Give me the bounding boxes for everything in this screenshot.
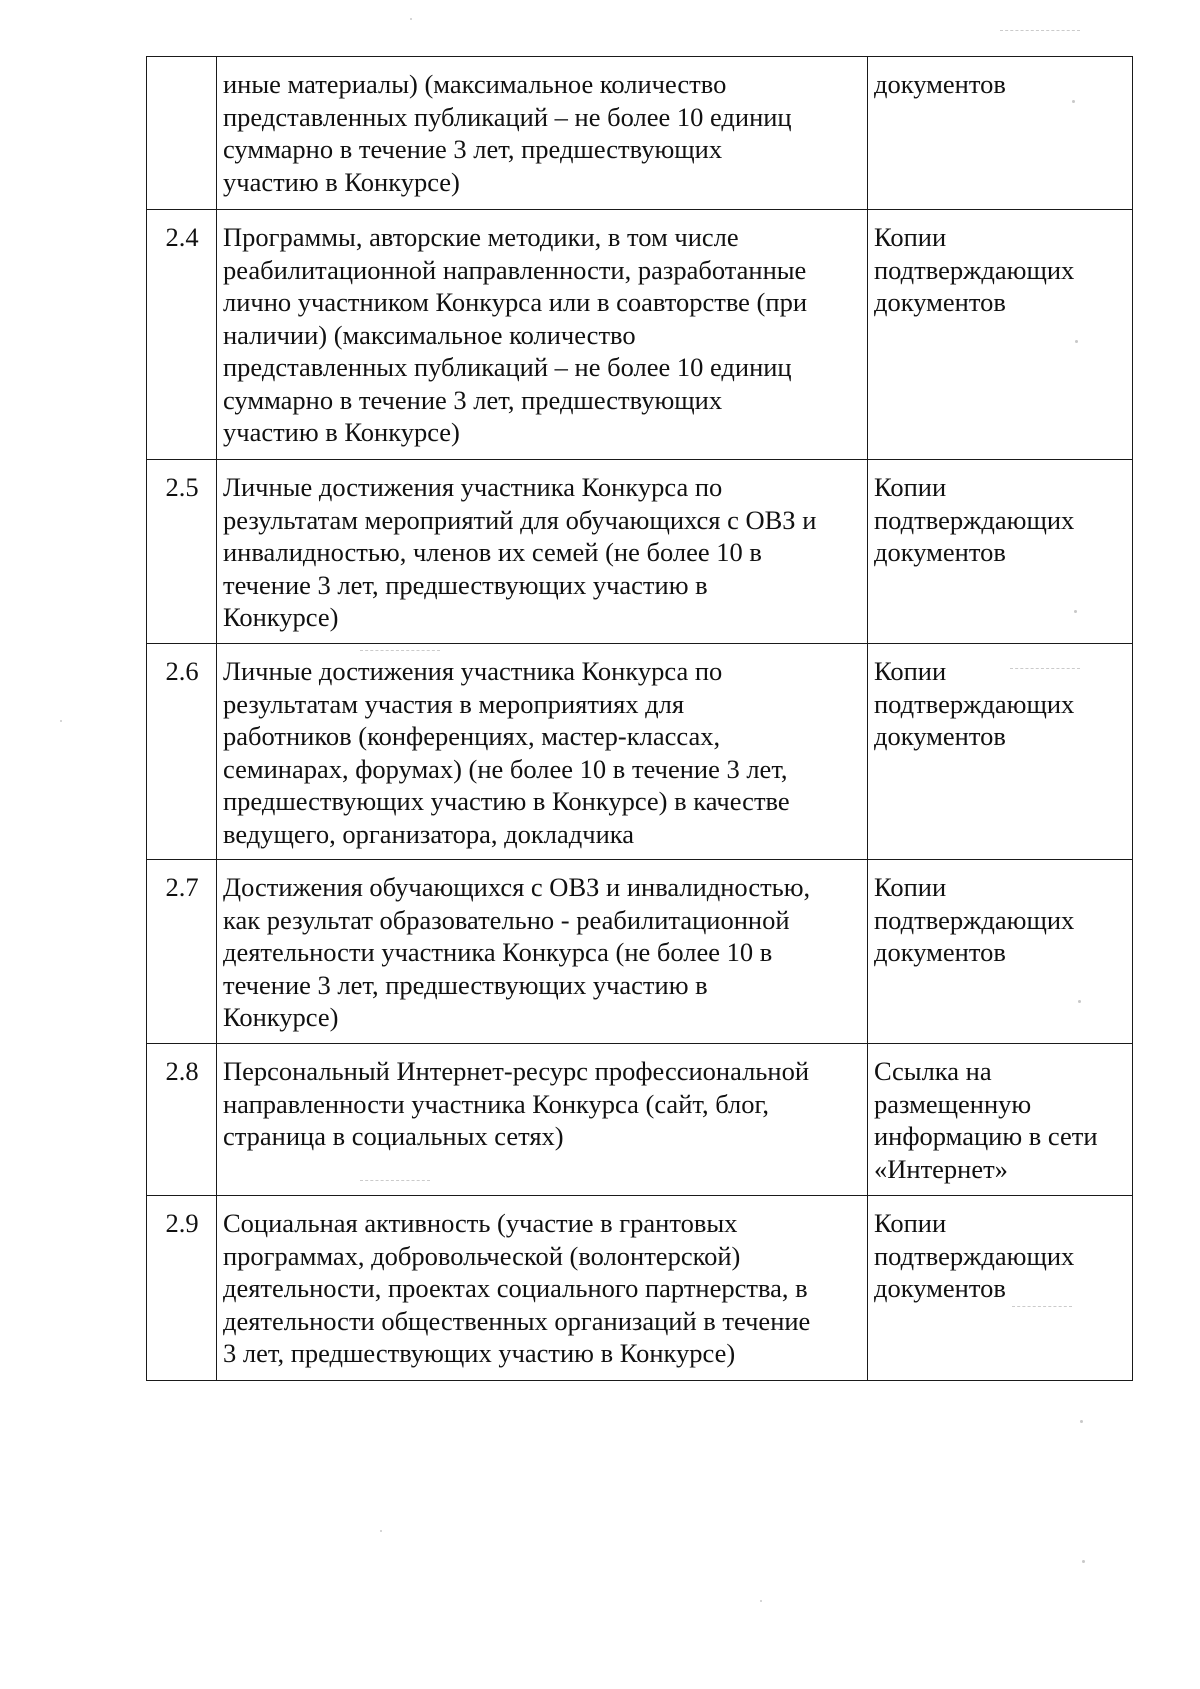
row-documents [868,210,1133,460]
documents-line: Копии [874,872,947,902]
table-row [147,644,1133,860]
description-line: иные материалы) (максимальное количество [223,69,727,99]
description-line: ведущего, организатора, докладчика [223,818,634,849]
description-line: Программы, авторские методики, в том числе [223,222,739,252]
scan-artifact [1078,1000,1081,1003]
table-row [147,57,1133,210]
row-number [147,57,217,210]
documents-line: документов [874,537,1006,567]
scan-artifact [1010,668,1080,669]
description-line: семинарах, форумах) (не более 10 в течение 3 лет, [223,753,788,784]
row-number: 2.9 [147,1196,217,1381]
table-row [147,1044,1133,1196]
scan-artifact [1074,610,1077,613]
row-number: 2.4 [147,210,217,460]
description-line: программах, добровольческой (волонтерской) [223,1240,741,1271]
description-line: 3 лет, предшествующих участию в Конкурсе) [223,1338,736,1368]
documents-line: подтверждающих [874,1240,1075,1271]
scan-artifact [410,18,412,20]
table-row [147,460,1133,644]
row-number: 2.8 [147,1044,217,1196]
row-description [217,860,868,1044]
description-line: деятельности участника Конкурса (не более 10 в [223,937,773,967]
row-documents [868,644,1133,860]
documents-line: Ссылка на [874,1056,992,1086]
scan-artifact [360,650,440,651]
row-description [217,1196,868,1381]
scan-artifact [1080,1420,1083,1423]
row-number: 2.7 [147,860,217,1044]
scan-artifact [380,1530,382,1532]
description-line: инвалидностью, членов их семей (не более 10 в [223,537,762,567]
description-line: участию в Конкурсе) [223,417,460,447]
documents-line: Копии [874,656,947,686]
documents-line: Копии [874,472,947,502]
description-line: направленности участника Конкурса (сайт, блог, [223,1088,770,1119]
row-description [217,57,868,210]
description-line: страница в социальных сетях) [223,1121,564,1151]
description-line: Конкурсе) [223,1002,339,1032]
description-line: деятельности, проектах социального партнерства, в [223,1273,808,1303]
description-line: деятельности общественных организаций в течение [223,1305,811,1336]
row-number: 2.6 [147,644,217,860]
table-row [147,210,1133,460]
documents-line: «Интернет» [874,1153,1008,1184]
description-line: участию в Конкурсе) [223,166,460,197]
description-line: результатам участия в мероприятиях для [223,688,685,719]
scan-artifact [1012,1306,1072,1307]
documents-line: информацию в сети [874,1121,1098,1151]
scan-artifact [60,720,62,722]
documents-line: документов [874,69,1006,99]
scan-artifact [1000,30,1080,31]
row-documents [868,57,1133,210]
description-line: как результат образовательно - реабилитационной [223,904,790,935]
description-line: течение 3 лет, предшествующих участию в [223,969,708,1000]
documents-line: документов [874,287,1006,317]
row-description [217,644,868,860]
scan-artifact [360,1180,430,1181]
documents-line: документов [874,1273,1006,1303]
row-number: 2.5 [147,460,217,644]
documents-line: размещенную [874,1088,1032,1119]
documents-line: Копии [874,222,947,252]
documents-line: документов [874,721,1006,751]
description-line: Достижения обучающихся с ОВЗ и инвалидностью, [223,872,811,902]
description-line: представленных публикаций – не более 10 единиц [223,101,792,132]
scan-artifact [1072,100,1075,103]
description-line: результатам мероприятий для обучающихся с ОВЗ и [223,504,817,535]
description-line: суммарно в течение 3 лет, предшествующих [223,134,723,164]
row-documents [868,1044,1133,1196]
description-line: Личные достижения участника Конкурса по [223,656,723,686]
documents-line: Копии [874,1208,947,1238]
description-line: Конкурсе) [223,602,339,632]
table-row [147,1196,1133,1381]
description-line: работников (конференциях, мастер-классах, [223,721,721,751]
documents-line: подтверждающих [874,504,1075,535]
description-line: Социальная активность (участие в грантовых [223,1208,738,1238]
documents-line: документов [874,937,1006,967]
scan-artifact [1075,340,1078,343]
documents-line: подтверждающих [874,688,1075,719]
documents-line: подтверждающих [874,904,1075,935]
description-line: представленных публикаций – не более 10 единиц [223,352,792,382]
scan-artifact [1082,1560,1085,1563]
row-description [217,460,868,644]
criteria-table [146,56,1133,1381]
table-row [147,860,1133,1044]
description-line: Личные достижения участника Конкурса по [223,472,723,502]
documents-line: подтверждающих [874,254,1075,285]
description-line: Персональный Интернет-ресурс профессиональной [223,1056,810,1086]
description-line: течение 3 лет, предшествующих участию в [223,569,708,600]
description-line: реабилитационной направленности, разработанные [223,254,807,285]
description-line: предшествующих участию в Конкурсе) в качестве [223,786,790,816]
row-description [217,1044,868,1196]
row-documents [868,860,1133,1044]
row-documents [868,1196,1133,1381]
description-line: наличии) (максимальное количество [223,319,636,350]
row-description [217,210,868,460]
scan-artifact [760,1600,762,1602]
row-documents [868,460,1133,644]
description-line: лично участником Конкурса или в соавторстве (при [223,287,807,317]
description-line: суммарно в течение 3 лет, предшествующих [223,384,723,415]
